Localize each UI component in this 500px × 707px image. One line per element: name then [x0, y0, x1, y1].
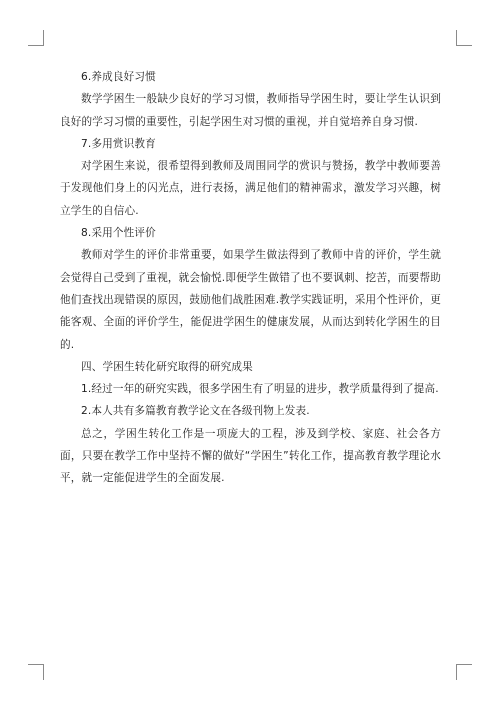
section-heading: 四、学困生转化研究取得的研究成果 — [81, 360, 253, 373]
section-heading: 7.多用赏识教育 — [81, 137, 156, 150]
crop-mark-bottom-right — [456, 664, 472, 680]
section-heading: 8.采用个性评价 — [81, 227, 156, 240]
conclusion-paragraph: 总之，学困生转化工作是一项庞大的工程，涉及到学校、家庭、社会各方面，只要在教学工作中坚持不懈的做好“学困生”转化工作，提高教育教学理论水平，就一定能促进学生的全面发展. — [60, 427, 441, 485]
result-item: 2.本人共有多篇教育教学论文在各级刊物上发表. — [81, 405, 310, 418]
crop-mark-top-right — [456, 30, 472, 46]
document-body — [60, 66, 441, 490]
crop-mark-top-left — [28, 30, 44, 46]
result-item: 1.经过一年的研究实践，很多学困生有了明显的进步，教学质量得到了提高. — [81, 383, 439, 396]
body-paragraph: 教师对学生的评价非常重要，如果学生做法得到了教师中肯的评价，学生就会觉得自己受到了重视，就会愉悦.即便学生做错了也不要讽刺、挖苦，而要帮助他们查找出现错误的原因，鼓励他们战胜困难.教学实践证明，采用个性评价，更能客观、全面的评价学生，能促进学困生的健康发展，从而达到转化学困生的目的. — [60, 249, 441, 351]
crop-mark-bottom-left — [28, 664, 44, 680]
section-heading: 6.养成良好习惯 — [81, 71, 156, 83]
body-paragraph: 对学困生来说，很希望得到教师及周围同学的赏识与赞扬，教学中教师要善于发现他们身上的闪光点，进行表扬，满足他们的精神需求，激发学习兴趣，树立学生的自信心. — [60, 160, 441, 217]
body-paragraph: 数学学困生一般缺少良好的学习习惯，教师指导学困生时，要让学生认识到良好的学习习惯的重要性，引起学困生对习惯的重视，并自觉培养自身习惯. — [60, 93, 441, 128]
